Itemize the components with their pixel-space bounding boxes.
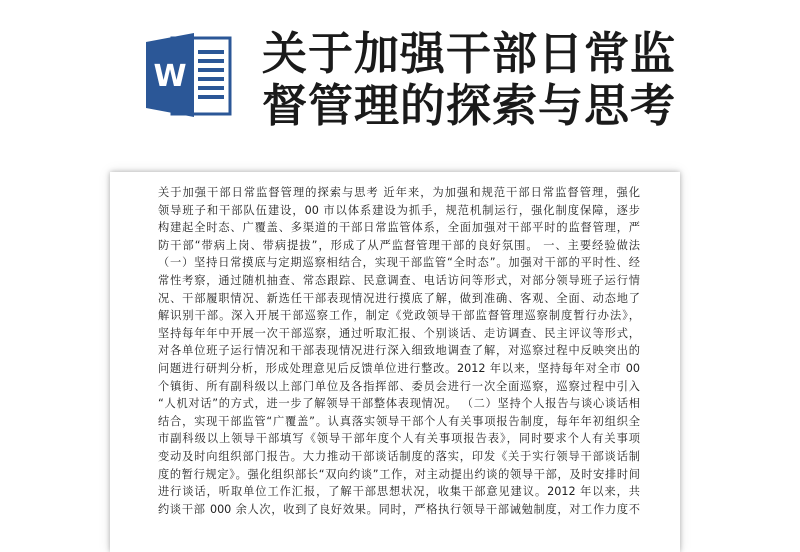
page-title xyxy=(262,28,782,132)
document-line: 市副科级以上领导干部填写《领导干部年度个人有关事项报告表》，同时要求个人有关事项 xyxy=(158,432,640,446)
document-preview xyxy=(110,172,680,552)
title-line-2: 督管理的探索与思考 xyxy=(262,79,677,132)
word-icon-letter: W xyxy=(153,59,187,94)
document-line: 对各单位班子运行情况和干部表现情况进行深入细致地调查了解，对巡察过程中反映突出的 xyxy=(158,344,640,358)
page-header xyxy=(0,0,800,150)
word-document-icon xyxy=(142,28,236,122)
document-line: “人机对话”的方式，进一步了解领导干部整体表现情况。 （二）坚持个人报告与谈心谈话相 xyxy=(158,397,640,411)
document-line: 问题进行研判分析，形成处理意见后反馈单位进行整改。2012 年以来，坚持每年对全市 00 xyxy=(158,361,640,375)
document-line: 个镇街、所有副科级以上部门单位及各指挥部、委员会进行一次全面巡察，巡察过程中引入 xyxy=(158,379,640,393)
document-line: 坚持每年年中开展一次干部巡察，通过听取汇报、个别谈话、走访调查、民主评议等形式， xyxy=(158,326,640,340)
document-line: 常性考察，通过随机抽查、常态跟踪、民意调查、电话访问等形式，对部分领导班子运行情 xyxy=(158,273,640,287)
document-line: 构建起全时态、广覆盖、多渠道的干部日常监管体系，全面加强对干部平时的监督管理，严 xyxy=(158,221,640,235)
document-line: 结合，实现干部监管“广覆盖”。认真落实领导干部个人有关事项报告制度，每年年初组织全 xyxy=(158,414,640,428)
document-line: 约谈干部 000 余人次，收到了良好效果。同时，严格执行领导干部诫勉制度，对工作力度不 xyxy=(158,502,640,516)
document-line: 进行谈话，听取单位工作汇报，了解干部思想状况，收集干部意见建议。2012 年以来，共 xyxy=(158,485,640,499)
document-line: 防干部“带病上岗、带病提拔”，形成了从严监督管理干部的良好氛围。 一、主要经验做法 xyxy=(158,238,640,252)
document-line: 度的暂行规定》。强化组织部长“双向约谈”工作，对主动提出约谈的领导干部，及时安排时间 xyxy=(158,467,640,481)
document-body xyxy=(158,184,640,518)
document-line: （一）坚持日常摸底与定期巡察相结合，实现干部监管“全时态”。加强对干部的平时性、经 xyxy=(158,256,640,270)
document-line: 变动及时向组织部门报告。大力推动干部谈话制度的落实，印发《关于实行领导干部谈话制 xyxy=(158,449,640,463)
document-line: 解识别干部。深入开展干部巡察工作，制定《党政领导干部监督管理巡察制度暂行办法》， xyxy=(158,309,640,323)
document-line: 关于加强干部日常监督管理的探索与思考 近年来，为加强和规范干部日常监督管理，强化 xyxy=(158,186,640,199)
document-line: 况、干部履职情况、新选任干部表现情况进行摸底了解，做到准确、客观、全面、动态地了 xyxy=(158,291,640,305)
title-line-1: 关于加强干部日常监 xyxy=(262,27,677,80)
document-line: 领导班子和干部队伍建设，00 市以体系建设为抓手，规范机制运行，强化制度保障，逐步 xyxy=(158,203,640,217)
